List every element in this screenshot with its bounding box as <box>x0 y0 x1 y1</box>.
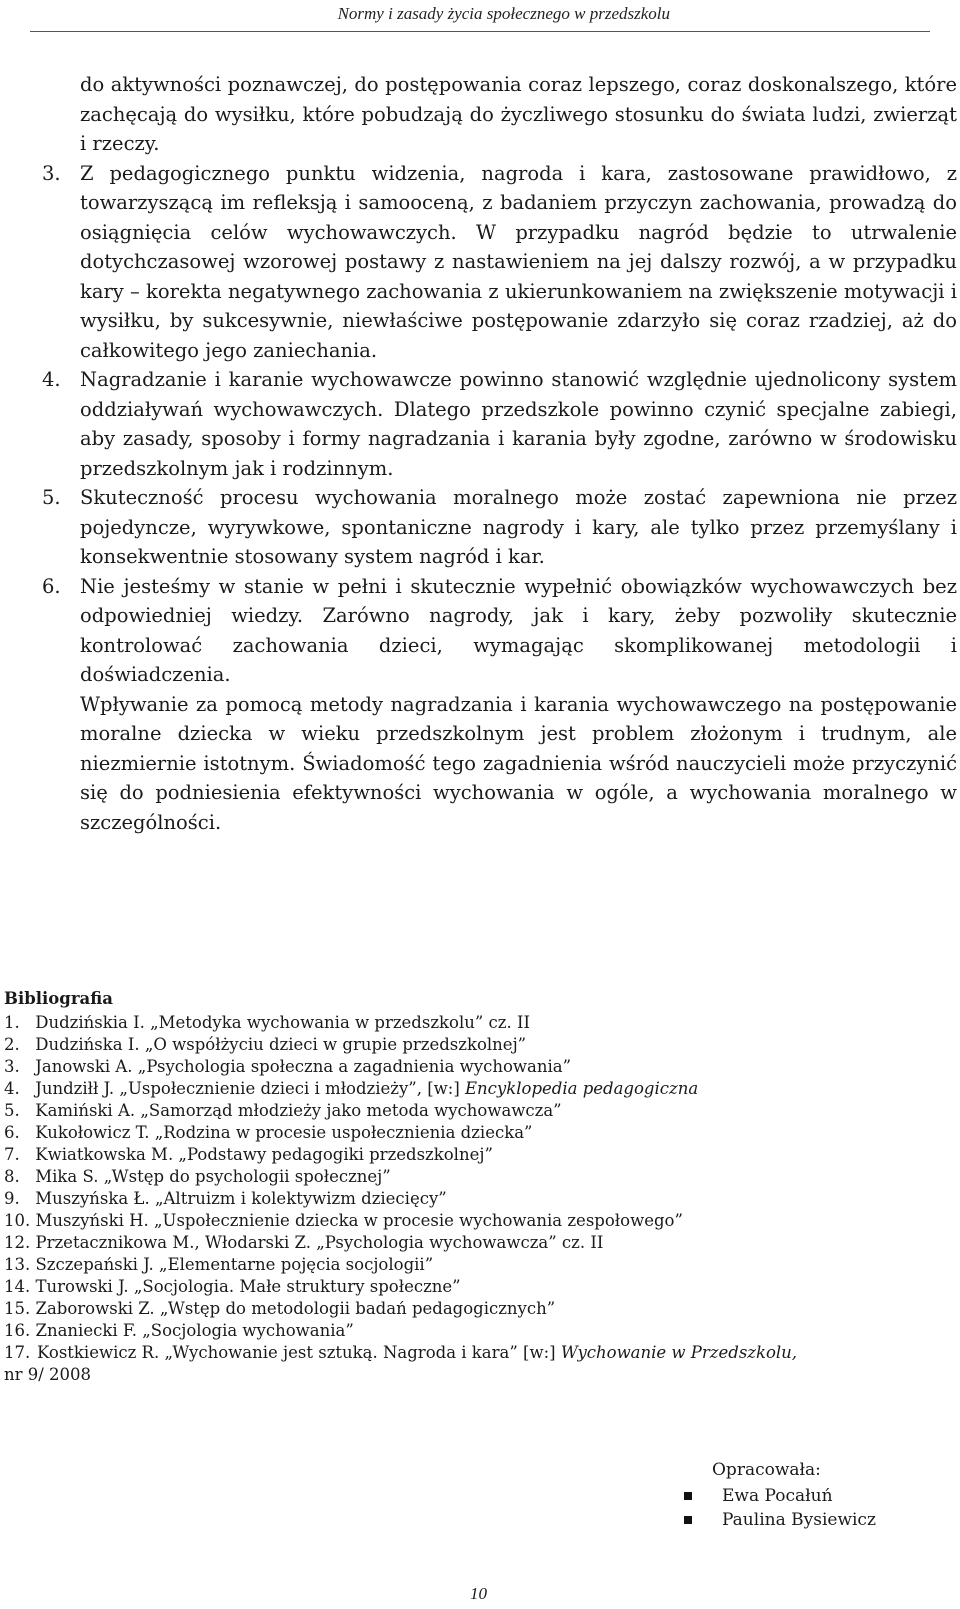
bibliography <box>4 988 954 1386</box>
list-number: 5. <box>42 486 61 509</box>
list-item <box>42 159 957 366</box>
bibliography-item <box>4 1210 954 1232</box>
bibliography-item <box>4 1056 954 1078</box>
bibliography-text: Znaniecki F. „Socjologia wychowania” <box>35 1321 354 1340</box>
bibliography-italic: Wychowanie w Przedszkolu, <box>560 1343 798 1362</box>
bibliography-text: Kamiński A. „Samorząd młodzieży jako metoda wychowawcza” <box>35 1101 562 1120</box>
list-item <box>42 572 957 690</box>
bibliography-italic: Encyklopedia pedagogiczna <box>465 1079 699 1098</box>
author-list <box>682 1484 876 1532</box>
page-header <box>0 4 960 34</box>
bibliography-item <box>4 1166 954 1188</box>
bibliography-number: 1. <box>4 1013 20 1032</box>
author-name: Paulina Bysiewicz <box>722 1510 876 1530</box>
bibliography-number: 14. <box>4 1277 31 1296</box>
header-rule <box>30 31 930 32</box>
bibliography-number: 16. <box>4 1321 31 1340</box>
author-item <box>682 1484 876 1508</box>
list-item <box>42 483 957 572</box>
bibliography-item <box>4 1320 954 1342</box>
bibliography-text: Jundziłł J. „Uspołecznienie dzieci i młodzieży”, [w:] <box>35 1079 466 1098</box>
bibliography-number: 7. <box>4 1145 20 1164</box>
bibliography-number: 2. <box>4 1035 20 1054</box>
author-item <box>682 1508 876 1532</box>
list-number: 4. <box>42 368 61 391</box>
bibliography-text: Szczepański J. „Elementarne pojęcia socjologii” <box>35 1255 434 1274</box>
bibliography-item <box>4 1232 954 1254</box>
bibliography-list <box>4 1012 954 1342</box>
bibliography-item <box>4 1276 954 1298</box>
bibliography-text: Zaborowski Z. „Wstęp do metodologii badań pedagogicznych” <box>35 1299 556 1318</box>
bibliography-text: Muszyńska Ł. „Altruizm i kolektywizm dziecięcy” <box>35 1189 447 1208</box>
bibliography-text: Kostkiewicz R. „Wychowanie jest sztuką. Nagroda i kara” [w:] <box>37 1343 561 1362</box>
bibliography-text: Kukołowicz T. „Rodzina w procesie uspołecznienia dziecka” <box>35 1123 533 1142</box>
author-name: Ewa Pocałuń <box>722 1486 833 1506</box>
list-text: Skuteczność procesu wychowania moralnego może zostać zapewniona nie przez pojedyncze, wyrywkowe, spontaniczne nagrody i kary, ale tylko przez przemyślany i konsekwentnie stosowany system nagród i kar. <box>80 486 957 568</box>
bibliography-number: 3. <box>4 1057 20 1076</box>
square-bullet-icon <box>684 1516 692 1524</box>
bibliography-number: 8. <box>4 1167 20 1186</box>
list-text: Z pedagogicznego punktu widzenia, nagroda i kara, zastosowane prawidłowo, z towarzyszącą im refleksją i samooceną, z badaniem przyczyn zachowania, prowadzą do osiągnięcia celów wychowawczych. W przypadku nagród będzie to utrwalenie dotychczasowej wzorowej postawy z nastawieniem na jej dalszy rozwój, a w przypadku kary – korekta negatywnego zachowania z ukierunkowaniem na zwiększenie motywacji i wysiłku, by sukcesywnie, niewłaściwe postępowanie zdarzyło się coraz rzadziej, aż do całkowitego jego zaniechania. <box>80 161 957 362</box>
bibliography-suffix: nr 9/ 2008 <box>4 1365 92 1384</box>
bibliography-number: 5. <box>4 1101 20 1120</box>
list-text: Nie jesteśmy w stanie w pełni i skutecznie wypełnić obowiązków wychowawczych bez odpowiedniej wiedzy. Zarówno nagrody, jak i kary, żeby pozwoliły skutecznie kontrolować zachowania dzieci, wymagając skomplikowanej metodologii i doświadczenia. <box>80 574 957 686</box>
bibliography-number: 12. <box>4 1233 31 1252</box>
bibliography-text: Przetacznikowa M., Włodarski Z. „Psychologia wychowawcza” cz. II <box>35 1233 604 1252</box>
bibliography-item <box>4 1144 954 1166</box>
bibliography-text: Janowski A. „Psychologia społeczna a zagadnienia wychowania” <box>35 1057 572 1076</box>
bibliography-text: Kwiatkowska M. „Podstawy pedagogiki przedszkolnej” <box>35 1145 493 1164</box>
bibliography-item <box>4 1034 954 1056</box>
main-text <box>42 70 957 837</box>
bibliography-number: 13. <box>4 1255 31 1274</box>
continuation-paragraph: do aktywności poznawczej, do postępowania coraz lepszego, coraz doskonalszego, które zachęcają do wysiłku, które pobudzają do życzliwego stosunku do świata ludzi, zwierząt i rzeczy. <box>80 73 957 155</box>
bibliography-item <box>4 1122 954 1144</box>
bibliography-text: Turowski J. „Socjologia. Małe struktury społeczne” <box>35 1277 461 1296</box>
bibliography-text: Dudzińskia I. „Metodyka wychowania w przedszkolu” cz. II <box>35 1013 531 1032</box>
bibliography-item <box>4 1298 954 1320</box>
bibliography-title: Bibliografia <box>4 989 113 1008</box>
bibliography-item <box>4 1342 954 1364</box>
page-number: 10 <box>470 1584 487 1603</box>
bibliography-item <box>4 1078 954 1100</box>
header-title: Normy i zasady życia społecznego w przedszkolu <box>337 4 670 23</box>
list-number: 6. <box>42 574 61 598</box>
bibliography-text: Dudzińska I. „O współżyciu dzieci w grupie przedszkolnej” <box>35 1035 527 1054</box>
list-text: Nagradzanie i karanie wychowawcze powinno stanowić względnie ujednolicony system oddziaływań wychowawczych. Dlatego przedszkole powinno czynić specjalne zabiegi, aby zasady, sposoby i formy nagradzania i karania były zgodne, zarówno w środowisku przedszkolnym jak i rodzinnym. <box>80 368 957 480</box>
bibliography-item <box>4 1012 954 1034</box>
prepared-by <box>712 1458 876 1532</box>
bibliography-text: Mika S. „Wstęp do psychologii społecznej” <box>35 1167 391 1186</box>
prepared-label: Opracowała: <box>712 1460 821 1480</box>
bibliography-number: 17. <box>4 1343 31 1362</box>
bibliography-number: 4. <box>4 1079 20 1098</box>
list-item <box>42 365 957 483</box>
bibliography-number: 15. <box>4 1299 31 1318</box>
list-number: 3. <box>42 161 61 185</box>
bibliography-item <box>4 1100 954 1122</box>
square-bullet-icon <box>684 1492 692 1500</box>
closing-paragraph: Wpływanie za pomocą metody nagradzania i karania wychowawczego na postępowanie moralne dziecka w wieku przedszkolnym jest problem złożonym i trudnym, ale niezmiernie istotnym. Świadomość tego zagadnienia wśród nauczycieli może przyczynić się do podniesienia efektywności wychowania w ogóle, a wychowania moralnego w szczególności. <box>80 692 957 834</box>
bibliography-item <box>4 1254 954 1276</box>
bibliography-number: 6. <box>4 1123 20 1142</box>
bibliography-number: 10. <box>4 1211 31 1230</box>
bibliography-text: Muszyński H. „Uspołecznienie dziecka w procesie wychowania zespołowego” <box>35 1211 683 1230</box>
bibliography-number: 9. <box>4 1189 20 1208</box>
bibliography-item <box>4 1188 954 1210</box>
